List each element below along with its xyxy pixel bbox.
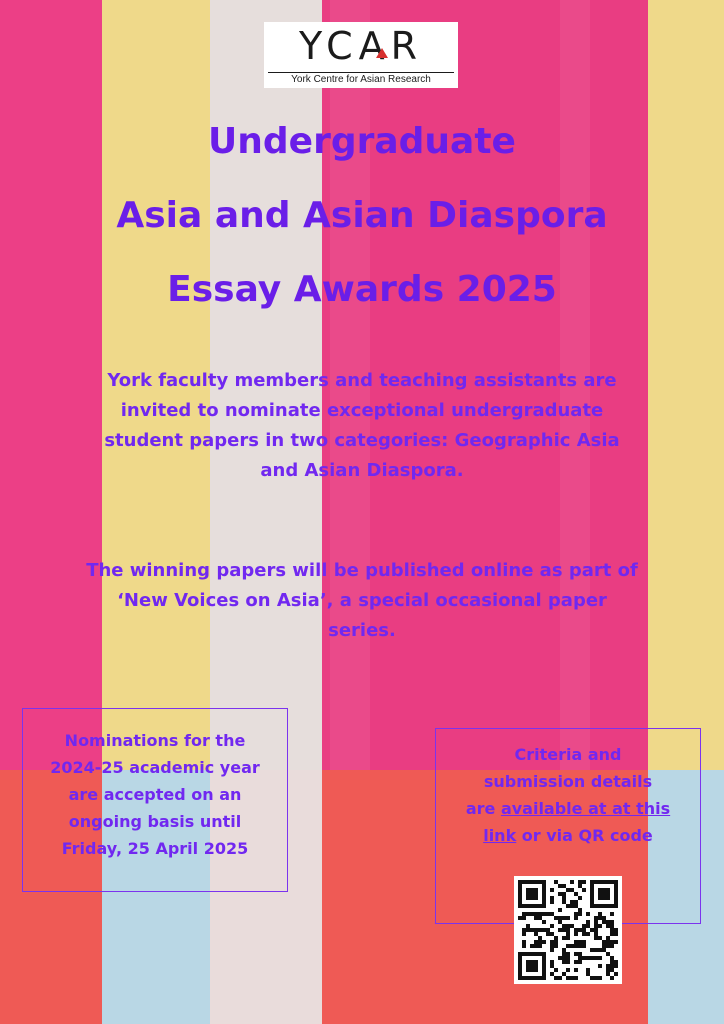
nominations-text <box>23 727 287 862</box>
publication-line: series. <box>328 620 396 641</box>
nominations-line: Nominations for the <box>64 731 246 750</box>
title-line-2: Asia and Asian Diaspora <box>116 195 608 236</box>
criteria-line: Criteria and <box>514 745 622 764</box>
publication-line: ‘New Voices on Asia’, a special occasional paper <box>117 590 607 611</box>
publication-paragraph <box>30 556 694 646</box>
intro-line: York faculty members and teaching assistants are <box>107 370 617 391</box>
criteria-prefix: are <box>465 799 501 818</box>
qr-code-icon <box>514 876 622 984</box>
intro-paragraph <box>30 366 694 486</box>
logo-divider <box>268 72 454 73</box>
publication-line: The winning papers will be published online as part of <box>86 560 638 581</box>
nominations-line: 2024-25 academic year <box>50 758 260 777</box>
nominations-line: Friday, 25 April 2025 <box>61 839 249 858</box>
title-line-3: Essay Awards 2025 <box>167 269 557 310</box>
criteria-line <box>436 795 700 822</box>
intro-line: and Asian Diaspora. <box>260 460 464 481</box>
logo-red-triangle-icon <box>376 48 388 58</box>
logo-mark: YCAR <box>298 24 424 68</box>
qr-code[interactable] <box>514 876 622 984</box>
nominations-box <box>22 708 288 892</box>
criteria-text <box>436 741 700 849</box>
intro-line: invited to nominate exceptional undergraduate <box>120 400 604 421</box>
criteria-link-end[interactable]: link <box>483 826 517 845</box>
criteria-line: submission details <box>483 772 653 791</box>
nominations-line: are accepted on an <box>68 785 242 804</box>
criteria-link[interactable]: available at at this <box>500 799 671 818</box>
criteria-line <box>436 822 700 849</box>
intro-line: student papers in two categories: Geographic Asia <box>104 430 620 451</box>
nominations-line: ongoing basis until <box>68 812 242 831</box>
title-line-1: Undergraduate <box>208 121 516 162</box>
criteria-suffix: or via QR code <box>516 826 653 845</box>
ycar-logo <box>264 22 458 88</box>
logo-subtitle: York Centre for Asian Research <box>291 74 431 85</box>
